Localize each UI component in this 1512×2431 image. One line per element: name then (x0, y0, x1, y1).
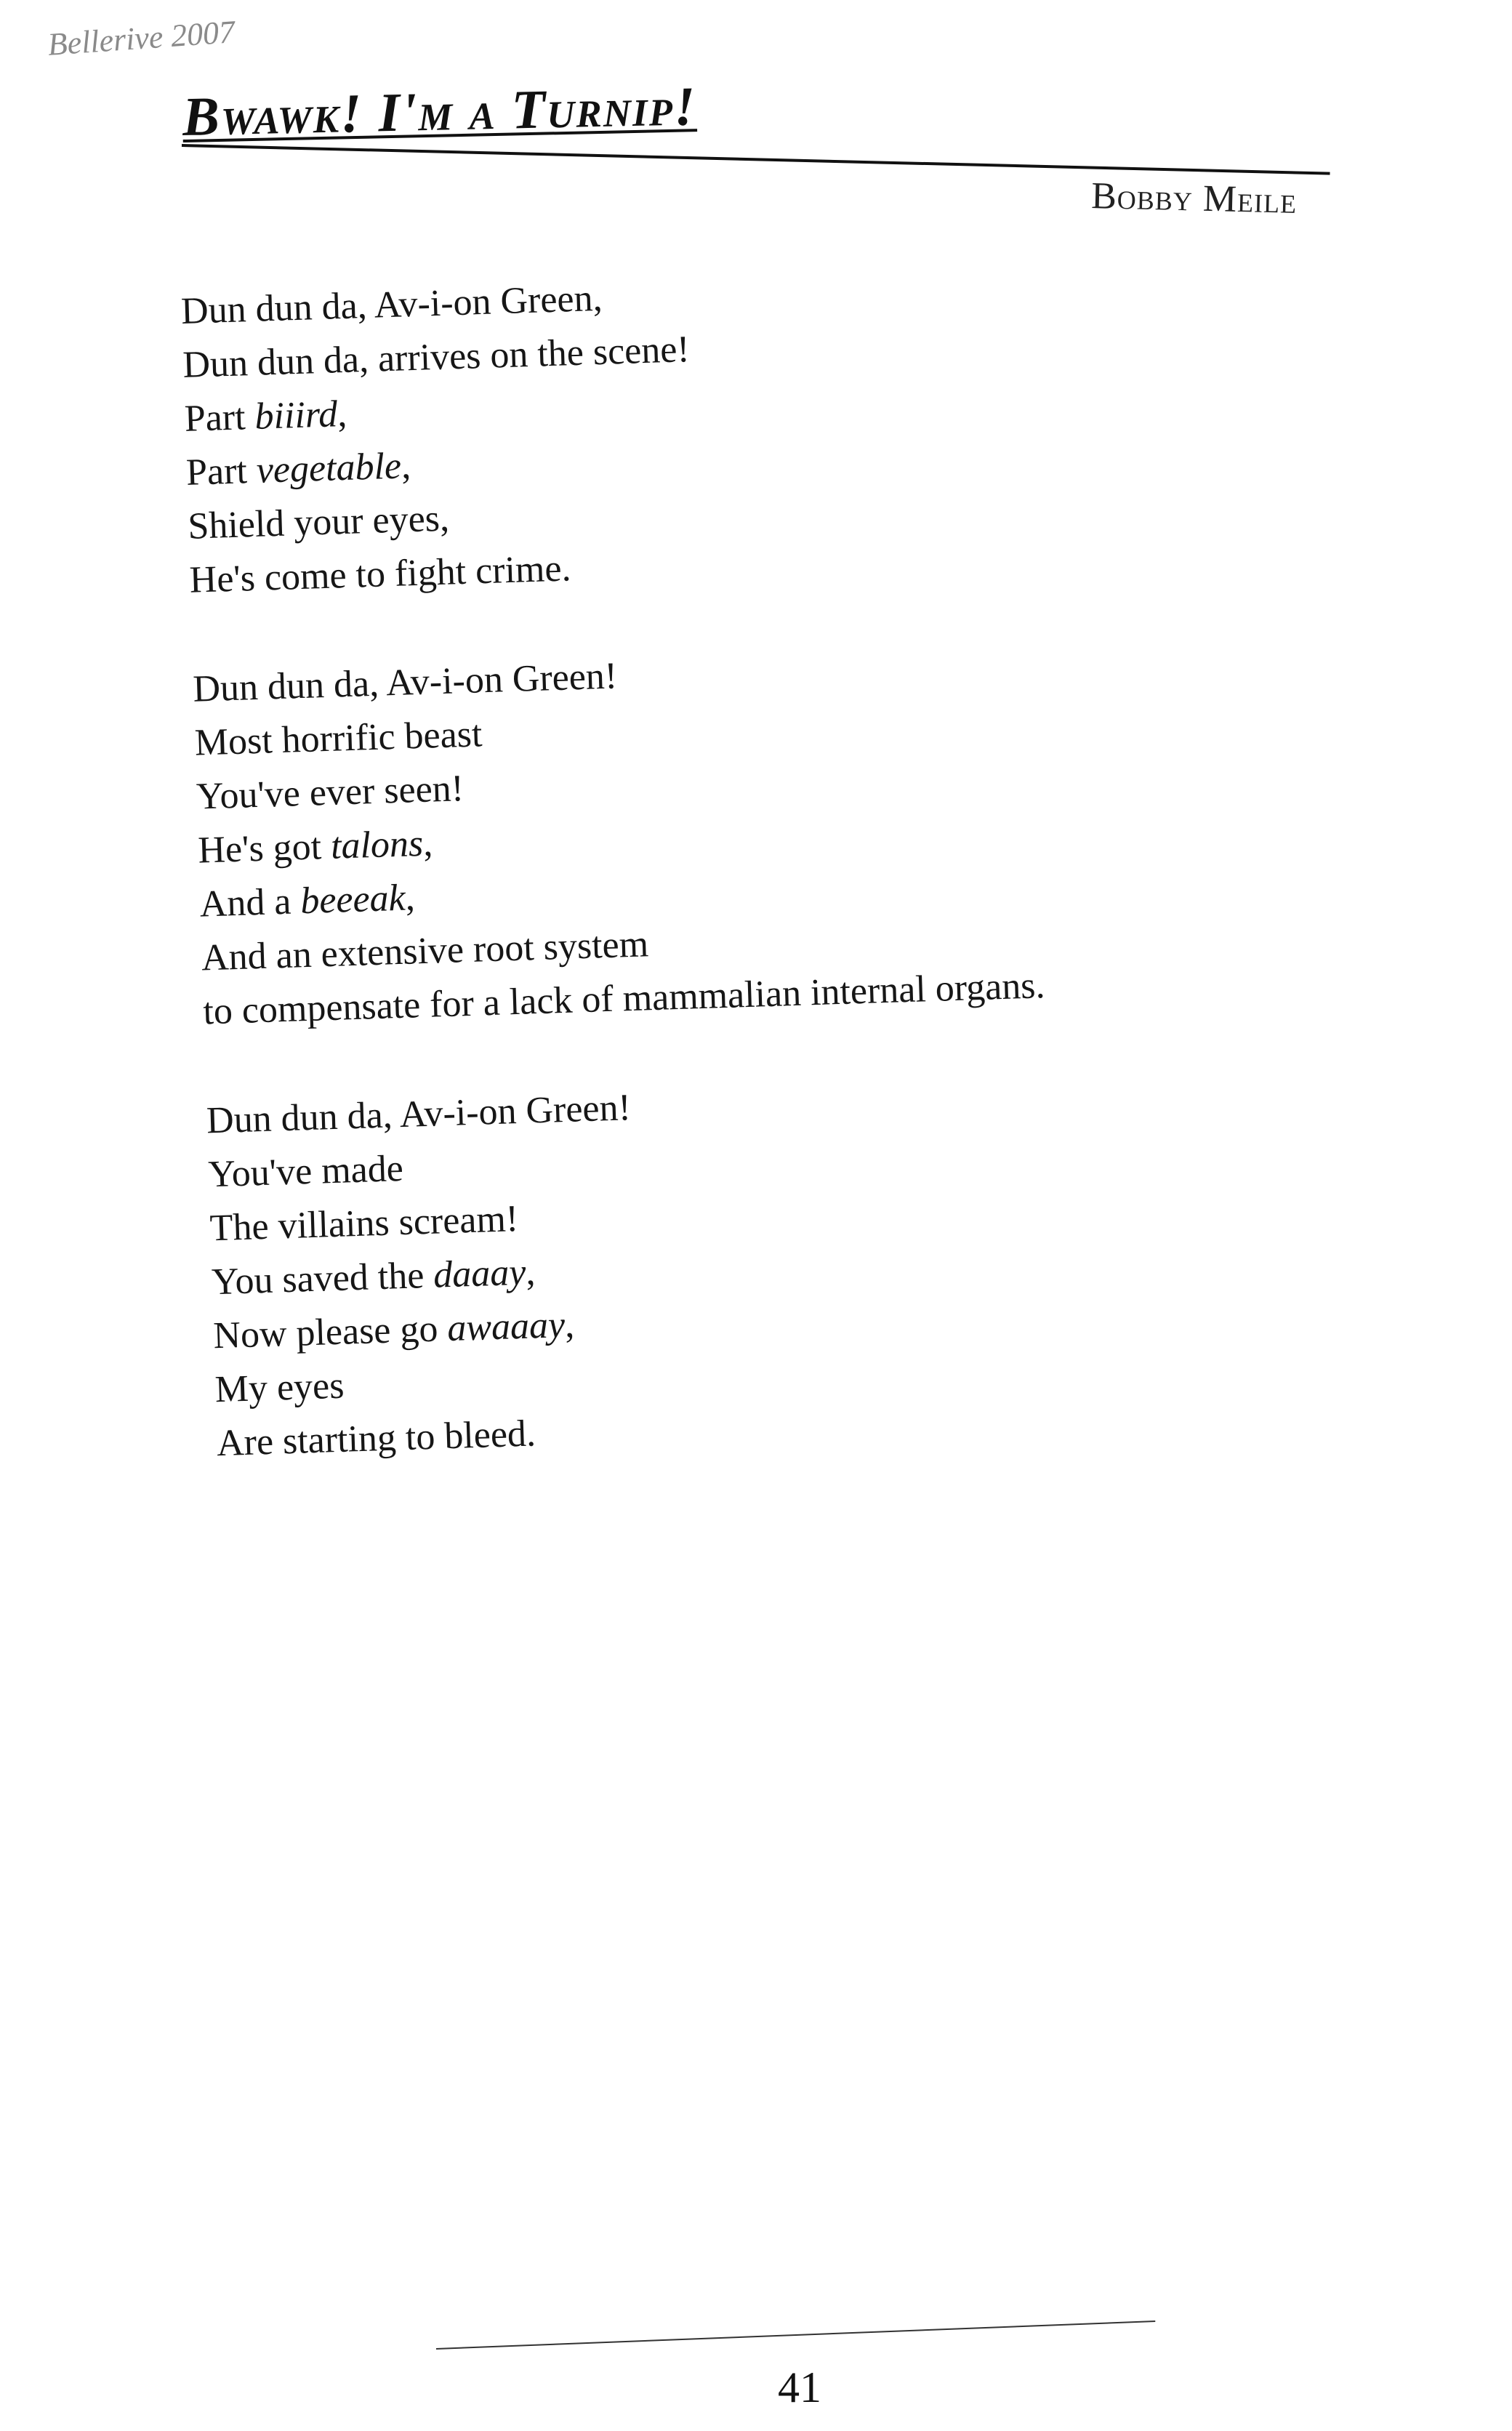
emphasized-word: biiird (254, 393, 339, 438)
poem-line: Most horrific beast (193, 713, 483, 764)
poem-line: Dun dun da, Av-i-on Green! (206, 1087, 632, 1142)
poem-line: You've made (207, 1147, 404, 1196)
poem-line: to compensate for a lack of mammalian internal organs. (202, 965, 1046, 1033)
stanza-1 (180, 259, 1032, 608)
poem-line: My eyes (214, 1365, 345, 1411)
page-number: 41 (778, 2363, 821, 2411)
line-text: , (525, 1251, 536, 1293)
emphasized-word: daaay (433, 1251, 527, 1296)
line-text: , (422, 822, 434, 864)
poem-title: Bwawk! I'm a Turnip! (182, 76, 698, 148)
footer-rule (436, 2320, 1155, 2350)
line-text: Part (183, 395, 256, 440)
emphasized-word: talons (330, 822, 425, 867)
poem-line: Dun dun da, Av-i-on Green, (180, 277, 603, 332)
line-text: , (337, 393, 348, 435)
line-text: And a (198, 880, 302, 925)
poem-author: Bobby Meile (1090, 174, 1298, 222)
title-rule (182, 144, 1330, 175)
poem-line: Dun dun da, arrives on the scene! (182, 329, 691, 386)
emphasized-word: beeeak (299, 877, 406, 923)
line-text: He's got (197, 825, 331, 872)
line-text: Part (185, 449, 257, 494)
poem-line: You've ever seen! (196, 768, 465, 818)
stanza-2 (192, 636, 1045, 1039)
poem-body (180, 259, 1061, 1527)
stanza-3 (206, 1068, 1059, 1471)
emphasized-word: vegetable (255, 445, 402, 491)
poem-line: Are starting to bleed. (216, 1413, 536, 1465)
poem-line: And an extensive root system (201, 923, 649, 979)
line-text: , (564, 1303, 575, 1346)
line-text: , (401, 445, 411, 487)
publication-header: Bellerive 2007 (47, 14, 236, 63)
line-text: , (404, 877, 416, 919)
line-text: Now please go (212, 1308, 449, 1357)
poem-line: Dun dun da, Av-i-on Green! (192, 655, 618, 710)
poem-line: He's come to fight crime. (188, 547, 572, 601)
poem-line: The villains scream! (209, 1198, 519, 1250)
line-text: You saved the (211, 1254, 435, 1303)
emphasized-word: awaaay (446, 1304, 566, 1350)
poem-line: Shield your eyes, (187, 497, 450, 547)
